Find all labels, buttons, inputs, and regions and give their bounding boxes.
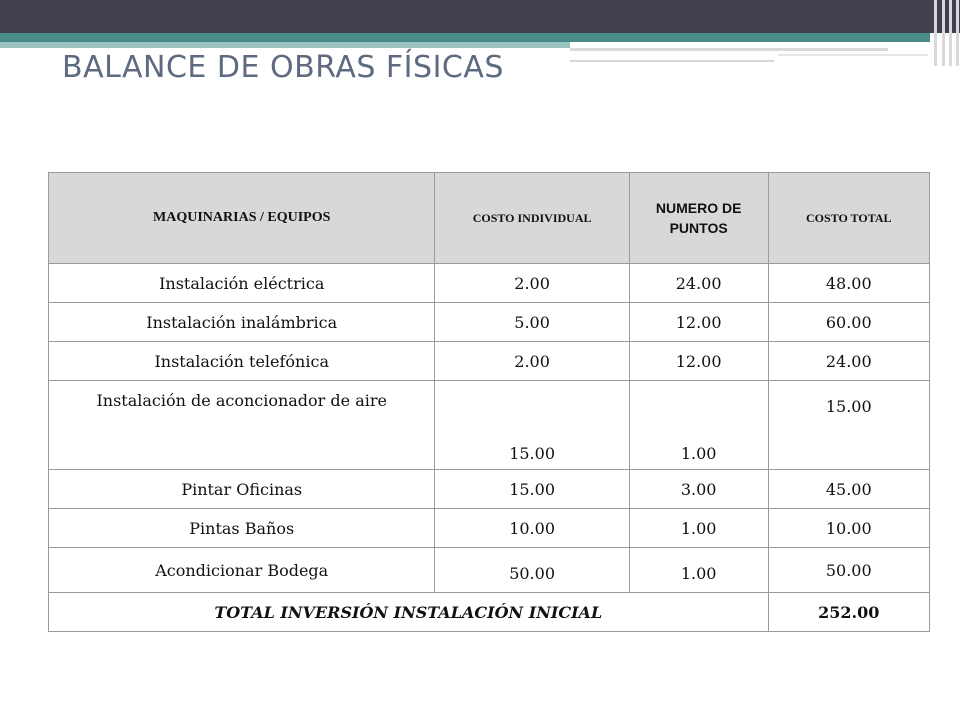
cell-item: Instalación inalámbrica — [49, 303, 435, 342]
cell-costo-individual: 5.00 — [435, 303, 629, 342]
table-row — [49, 470, 930, 509]
header-maquinarias: MAQUINARIAS / EQUIPOS — [49, 173, 435, 264]
table-row — [49, 509, 930, 548]
cell-costo-individual: 15.00 — [435, 381, 629, 470]
total-row — [49, 593, 930, 632]
cell-item: Instalación telefónica — [49, 342, 435, 381]
cell-costo-total: 50.00 — [768, 548, 929, 593]
cell-costo-individual: 50.00 — [435, 548, 629, 593]
table-header-row — [49, 173, 930, 264]
top-light-teal-bar — [0, 42, 570, 48]
cell-numero-puntos: 3.00 — [629, 470, 768, 509]
cell-costo-total: 24.00 — [768, 342, 929, 381]
header-costo-individual: COSTO INDIVIDUAL — [435, 173, 629, 264]
top-dark-bar — [0, 0, 960, 33]
cell-costo-total: 45.00 — [768, 470, 929, 509]
decorative-line — [778, 54, 928, 56]
cell-item: Pintas Baños — [49, 509, 435, 548]
top-teal-bar — [0, 33, 930, 42]
table-row — [49, 264, 930, 303]
total-value: 252.00 — [768, 593, 929, 632]
cell-numero-puntos: 12.00 — [629, 342, 768, 381]
decorative-line — [570, 48, 888, 51]
cell-costo-individual: 2.00 — [435, 264, 629, 303]
cell-costo-individual: 10.00 — [435, 509, 629, 548]
table-row — [49, 303, 930, 342]
cell-numero-puntos: 1.00 — [629, 548, 768, 593]
total-label: TOTAL INVERSIÓN INSTALACIÓN INICIAL — [49, 593, 769, 632]
cell-item: Instalación de aconcionador de aire — [49, 381, 435, 470]
table-row — [49, 548, 930, 593]
cell-costo-individual: 2.00 — [435, 342, 629, 381]
cell-item: Acondicionar Bodega — [49, 548, 435, 593]
cost-table — [48, 172, 930, 632]
decorative-line — [570, 60, 774, 62]
cell-costo-total: 15.00 — [768, 381, 929, 470]
header-costo-total: COSTO TOTAL — [768, 173, 929, 264]
cell-numero-puntos: 24.00 — [629, 264, 768, 303]
table-row — [49, 381, 930, 470]
decorative-stripes — [930, 0, 960, 66]
cell-numero-puntos: 12.00 — [629, 303, 768, 342]
cell-costo-total: 60.00 — [768, 303, 929, 342]
cell-item: Pintar Oficinas — [49, 470, 435, 509]
table-row — [49, 342, 930, 381]
cell-numero-puntos: 1.00 — [629, 509, 768, 548]
cell-costo-total: 48.00 — [768, 264, 929, 303]
cell-costo-individual: 15.00 — [435, 470, 629, 509]
cell-item: Instalación eléctrica — [49, 264, 435, 303]
page-title: BALANCE DE OBRAS FÍSICAS — [62, 50, 504, 85]
header-numero-puntos — [629, 173, 768, 264]
header-numero-puntos-label: NUMERO DE PUNTOS — [655, 200, 742, 236]
cell-numero-puntos: 1.00 — [629, 381, 768, 470]
cell-costo-total: 10.00 — [768, 509, 929, 548]
